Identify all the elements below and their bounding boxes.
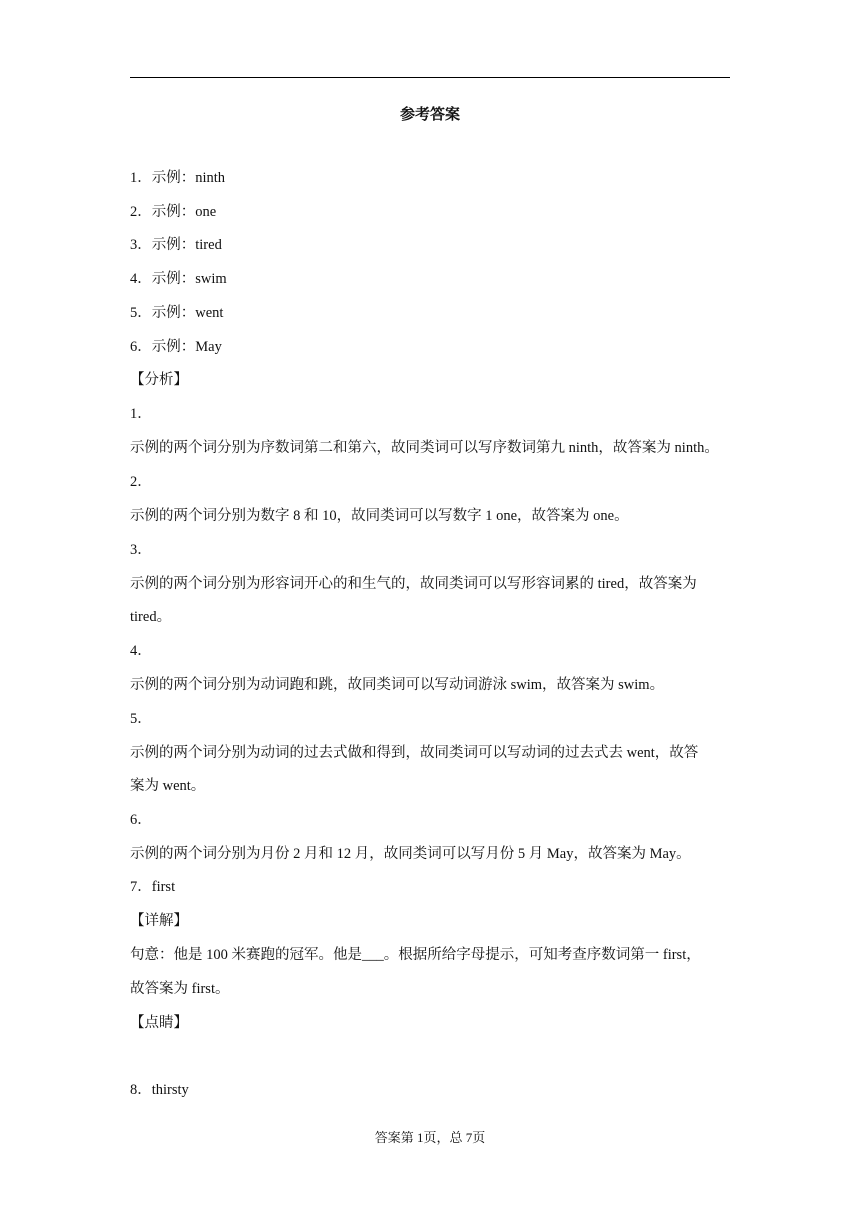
analysis-number-1: 1． [130,406,152,422]
detail-heading: 【详解】 [130,913,188,929]
answer-line-8: 8．thirsty [130,1082,189,1098]
answer-line-3: 3．示例：tired [130,237,222,253]
page-title: 参考答案 [399,107,460,123]
analysis-number-3: 3． [130,542,152,558]
answer-line-1: 1．示例：ninth [130,170,226,186]
answer-line-2: 2．示例：one [130,204,217,220]
answer-line-5: 5．示例：went [130,305,224,321]
analysis-number-6: 6． [130,812,152,828]
analysis-text-6: 示例的两个词分别为月份 2 月和 12 月，故同类词可以写月份 5 月 May，故答案为 May。 [130,846,691,862]
analysis-number-4: 4． [130,643,152,659]
answer-line-7: 7．first [130,879,176,895]
analysis-text-2: 示例的两个词分别为数字 8 和 10，故同类词可以写数字 1 one，故答案为 one。 [130,508,629,524]
page-footer: 答案第 1页，总 7页 [374,1130,486,1145]
analysis-text-5: 示例的两个词分别为动词的过去式做和得到，故同类词可以写动词的过去式去 went，故答 [130,745,699,761]
header-rule [130,77,730,78]
analysis-number-2: 2． [130,474,152,490]
answer-line-4: 4．示例：swim [130,271,227,287]
analysis-text-5-cont: 案为 went。 [130,778,206,794]
analysis-number-5: 5． [130,711,152,727]
analysis-text-3: 示例的两个词分别为形容词开心的和生气的，故同类词可以写形容词累的 tired，故答案为 [130,576,697,592]
answer-line-6: 6．示例：May [130,339,222,355]
analysis-text-1: 示例的两个词分别为序数词第二和第六，故同类词可以写序数词第九 ninth，故答案为 ninth。 [130,440,719,456]
tip-heading: 【点睛】 [130,1015,188,1031]
detail-text-7-cont: 故答案为 first。 [130,981,230,997]
detail-text-7: 句意：他是 100 米赛跑的冠军。他是___。根据所给字母提示，可知考查序数词第一 first， [130,947,701,963]
analysis-heading: 【分析】 [130,372,188,388]
analysis-text-4: 示例的两个词分别为动词跑和跳，故同类词可以写动词游泳 swim，故答案为 swim。 [130,677,665,693]
analysis-text-3-cont: tired。 [130,609,172,625]
